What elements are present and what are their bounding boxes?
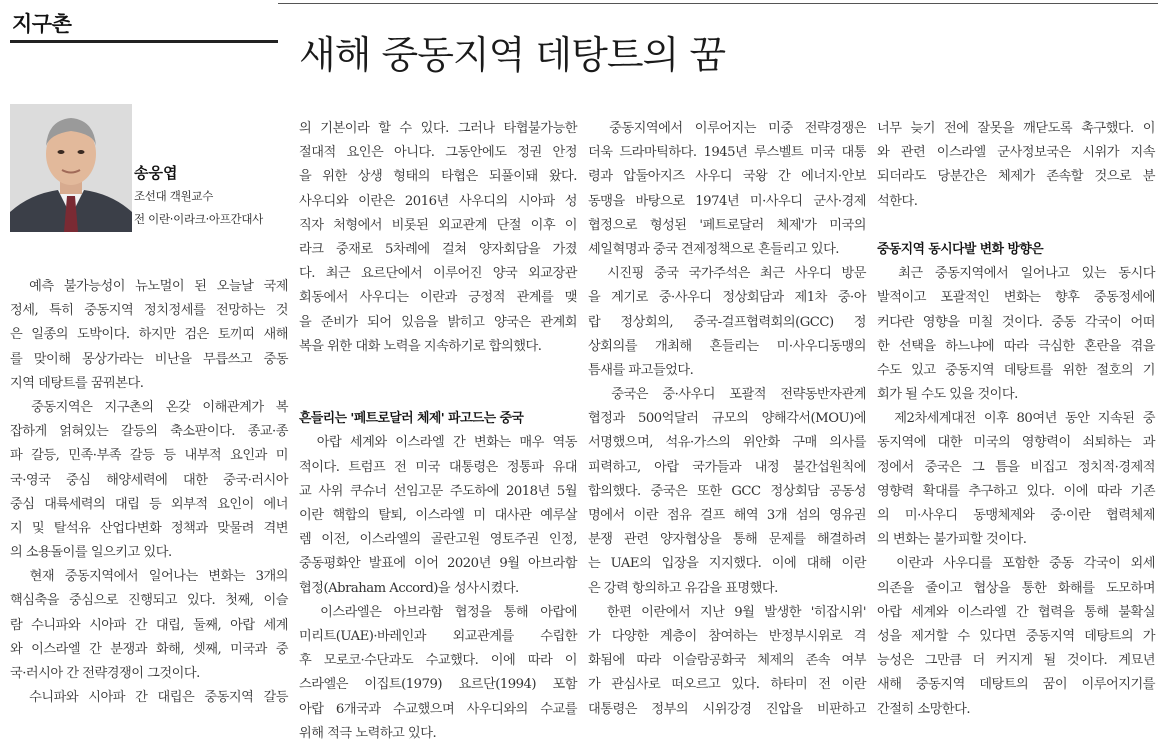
text-line: 을 계기로 중·사우디 정상회담과 제1차 중·아 [588, 290, 866, 306]
text-line: 는 UAE의 입장을 지지했다. 이에 대해 이란 [588, 556, 866, 572]
text-line: 의 기본이라 할 수 있다. 그러나 타협불가능한 [299, 121, 577, 136]
text-line: 중국은 중·사우디 포괄적 전략동반자관계 [588, 387, 866, 403]
text-line: 협정과 500억달러 규모의 양해각서(MOU)에 [588, 411, 866, 427]
text-line: 사우디와 이란은 2016년 사우디의 시아파 성 [299, 193, 577, 209]
text-line: 람 수니파와 시아파 간 대립, 둘째, 아랍 세계 [10, 617, 288, 633]
text-line: 영향력 확대를 추구하고 있다. 이에 따라 기존 [877, 483, 1155, 499]
text-line: 회가 될 수도 있을 것이다. [877, 387, 1018, 403]
text-line: 잡하게 얽혀있는 갈등의 축소판이다. 종교·종 [10, 424, 288, 440]
author-title-1: 조선대 객원교수 [134, 189, 214, 203]
text-line: 다. 최근 요르단에서 이루어진 양국 외교장관 [299, 266, 577, 282]
text-line: 은 일종의 도박이다. 하지만 검은 토끼띠 새해 [10, 327, 288, 343]
text-line: 중동지역은 지구촌의 온갖 이해관계가 복 [10, 399, 288, 415]
text-line: 령과 압둘아지즈 사우디 국왕 간 에너지·안보 [588, 169, 866, 185]
text-line: 최근 중동지역에서 일어나고 있는 동시다 [877, 266, 1155, 282]
article-column-4 [877, 117, 1155, 722]
text-line: 간절히 소망한다. [877, 701, 971, 717]
text-line: 틈새를 파고들었다. [588, 362, 694, 378]
text-line: 의 변화는 불가피할 것이다. [877, 532, 1027, 548]
text-line: 직자 처형에서 비롯된 외교관계 단절 이후 이 [299, 217, 577, 233]
text-line: 중동평화안 발표에 이어 2020년 9월 아브라함 [299, 556, 577, 572]
paragraph-gap [299, 383, 577, 407]
text-line: 피력하고, 아랍 국가들과 내정 불간섭원칙에 [588, 459, 866, 475]
text-line: 의 소용돌이를 일으키고 있다. [10, 545, 172, 561]
text-line: 대통령은 정부의 시위강경 진압을 비판하고 [588, 701, 866, 717]
text-line: 이란 핵합의 탈퇴, 이스라엘 미 대사관 예루살 [299, 508, 577, 523]
text-line: 회동에서 사우디는 이란과 긍정적 관계를 맺 [299, 290, 577, 306]
text-line: 서명했으며, 석유·가스의 위안화 구매 의사를 [588, 435, 866, 451]
text-line: 중심 대륙세력의 대립 등 외부적 요인이 에너 [10, 496, 288, 512]
text-line: 파 갈등, 민족·부족 갈등 등 내부적 요인과 미 [10, 448, 288, 464]
text-line: 미리트(UAE)·바레인과 외교관계를 수립한 [299, 628, 577, 644]
text-line: 국·영국 중심 해양세력에 대한 중국·러시아 [10, 472, 288, 488]
text-line: 동맹을 바탕으로 1974년 미·사우디 군사·경제 [588, 193, 866, 209]
paragraph-gap [877, 214, 1155, 238]
text-line: 아랍 세계와 이스라엘 간 협력을 통해 불확실 [877, 604, 1155, 620]
article-column-3 [588, 117, 866, 722]
article-column-2 [299, 117, 577, 746]
text-line: 핵심축을 중심으로 진행되고 있다. 첫째, 이슬 [10, 593, 288, 609]
text-line: 랍 정상회의, 중국-걸프협력회의(GCC) 정 [588, 314, 866, 330]
text-line: 상회의를 개최해 흔들리는 미·사우디동맹의 [588, 338, 866, 354]
text-line: 분쟁 관련 양자협상을 통해 문제를 해결하려 [588, 532, 866, 548]
text-line: 셰일혁명과 중국 견제정책으로 흔들리고 있다. [588, 241, 840, 257]
text-line: 커다란 영향을 미칠 것이다. 중동 각국이 어떠 [877, 314, 1155, 330]
text-line: 한편 이란에서 지난 9월 발생한 '히잡시위' [588, 604, 866, 620]
text-line: 지역 데탕트를 꿈꿔본다. [10, 375, 144, 391]
top-rule [278, 3, 1158, 4]
text-line: 예측 불가능성이 뉴노멀이 된 오늘날 국제 [10, 279, 288, 294]
text-line: 스라엘은 이집트(1979) 요르단(1994) 포함 [299, 677, 577, 693]
subheading: 흔들리는 '페트로달러 체제' 파고드는 중국 [299, 411, 524, 427]
text-line: 협정(Abraham Accord)을 성사시켰다. [299, 580, 519, 596]
text-line: 너무 늦기 전에 잘못을 깨닫도록 촉구했다. 이 [877, 121, 1155, 136]
text-line: 중동지역에서 이루어지는 미중 전략경쟁은 [588, 121, 866, 136]
text-line: 되더라도 당분간은 체제가 존속할 것으로 분 [877, 169, 1155, 185]
text-line: 와 이스라엘 간 분쟁과 화해, 셋째, 미국과 중 [10, 641, 288, 657]
text-line: 를 맞이해 몽상가라는 비난을 무릅쓰고 중동 [10, 351, 288, 367]
headline: 새해 중동지역 데탕트의 꿈 [299, 33, 726, 77]
text-line: 교 사위 쿠슈너 선임고문 주도하에 2018년 5월 [299, 483, 577, 499]
subheading: 중동지역 동시다발 변화 방향은 [877, 241, 1044, 257]
text-line: 화됨에 따라 이슬람공화국 체제의 존속 여부 [588, 653, 866, 669]
text-line: 위해 적극 노력하고 있다. [299, 725, 437, 741]
text-line: 을 준비가 되어 있음을 밝히고 양국은 관계회 [299, 314, 577, 330]
text-line: 지 및 탈석유 산업다변화 정책과 맞물려 격변 [10, 520, 288, 536]
text-line: 제2차세계대전 이후 80여년 동안 지속된 중 [877, 411, 1155, 427]
text-line: 능성은 그만큼 더 커지게 될 것이다. 계묘년 [877, 653, 1155, 669]
text-line: 합의했다. 중국은 또한 GCC 정상회담 공동성 [588, 483, 866, 499]
text-line: 렘 이전, 이스라엘의 골란고원 영토주권 인정, [299, 532, 577, 548]
text-line: 수도 있고 중동지역 데탕트를 위한 절호의 기 [877, 362, 1155, 378]
text-line: 더욱 드라마틱하다. 1945년 루스벨트 미국 대통 [588, 145, 866, 161]
text-line: 의 미·사우디 동맹체제와 중·이란 협력체제 [877, 508, 1155, 523]
text-line: 이란과 사우디를 포함한 중동 각국이 외세 [877, 556, 1155, 572]
author-name: 송웅엽 [134, 164, 178, 182]
section-label-rule [10, 40, 278, 43]
text-line: 정세, 특히 중동지역 정치정세를 전망하는 것 [10, 303, 288, 319]
article-column-1 [10, 275, 288, 710]
text-line: 가 다양한 계층이 참여하는 반정부시위로 격 [588, 628, 866, 644]
text-line: 성을 제거할 수 있다면 중동지역 데탕트의 가 [877, 628, 1155, 644]
paragraph-gap [299, 359, 577, 383]
text-line: 발적이고 포괄적인 변화는 향후 중동정세에 [877, 290, 1155, 306]
text-line: 아랍 6개국과 수교했으며 사우디와의 수교를 [299, 701, 577, 717]
text-line: 시진핑 중국 국가주석은 최근 사우디 방문 [588, 266, 866, 282]
author-photo [10, 104, 132, 232]
text-line: 새해 중동지역 데탕트의 꿈이 이루어지기를 [877, 677, 1155, 693]
text-line: 명에서 이란 점유 걸프 해역 3개 섬의 영유권 [588, 508, 866, 523]
text-line: 라크 중재로 5차례에 걸쳐 양자회담을 가졌 [299, 241, 577, 257]
text-line: 정에서 중국은 그 틈을 비집고 정치적·경제적 [877, 459, 1155, 475]
text-line: 가 관심사로 떠오르고 있다. 하타미 전 이란 [588, 677, 866, 693]
text-line: 한 선택을 하느냐에 따라 극심한 혼란을 겪을 [877, 338, 1155, 354]
text-line: 절대적 요인은 아니다. 그동안에도 정권 안정 [299, 145, 577, 161]
text-line: 후 모로코·수단과도 수교했다. 이에 따라 이 [299, 653, 577, 669]
text-line: 동지역에 대한 미국의 영향력이 쇠퇴하는 과 [877, 435, 1155, 451]
author-title-2: 전 이란·이라크·아프간대사 [134, 212, 263, 226]
text-line: 석한다. [877, 193, 918, 209]
text-line: 의존을 줄이고 협상을 통한 화해를 도모하며 [877, 580, 1155, 596]
text-line: 은 강력 항의하고 유감을 표명했다. [588, 580, 778, 596]
text-line: 협정으로 형성된 '페트로달러 체제'가 미국의 [588, 217, 866, 233]
text-line: 을 위한 상생 형태의 타협은 되풀이돼 왔다. [299, 169, 577, 185]
text-line: 이스라엘은 아브라함 협정을 통해 아랍에 [299, 604, 577, 620]
author-box [10, 104, 278, 232]
text-line: 현재 중동지역에서 일어나는 변화는 3개의 [10, 569, 288, 585]
text-line: 복을 위한 대화 노력을 지속하기로 합의했다. [299, 338, 542, 354]
text-line: 수니파와 시아파 간 대립은 중동지역 갈등 [10, 690, 288, 706]
text-line: 적이다. 트럼프 전 미국 대통령은 정통파 유대 [299, 459, 577, 475]
section-label: 지구촌 [12, 12, 72, 36]
text-line: 국·러시아 간 전략경쟁이 그것이다. [10, 666, 200, 681]
text-line: 와 관련 이스라엘 군사정보국은 시위가 지속 [877, 145, 1155, 161]
text-line: 아랍 세계와 이스라엘 간 변화는 매우 역동 [299, 435, 577, 451]
